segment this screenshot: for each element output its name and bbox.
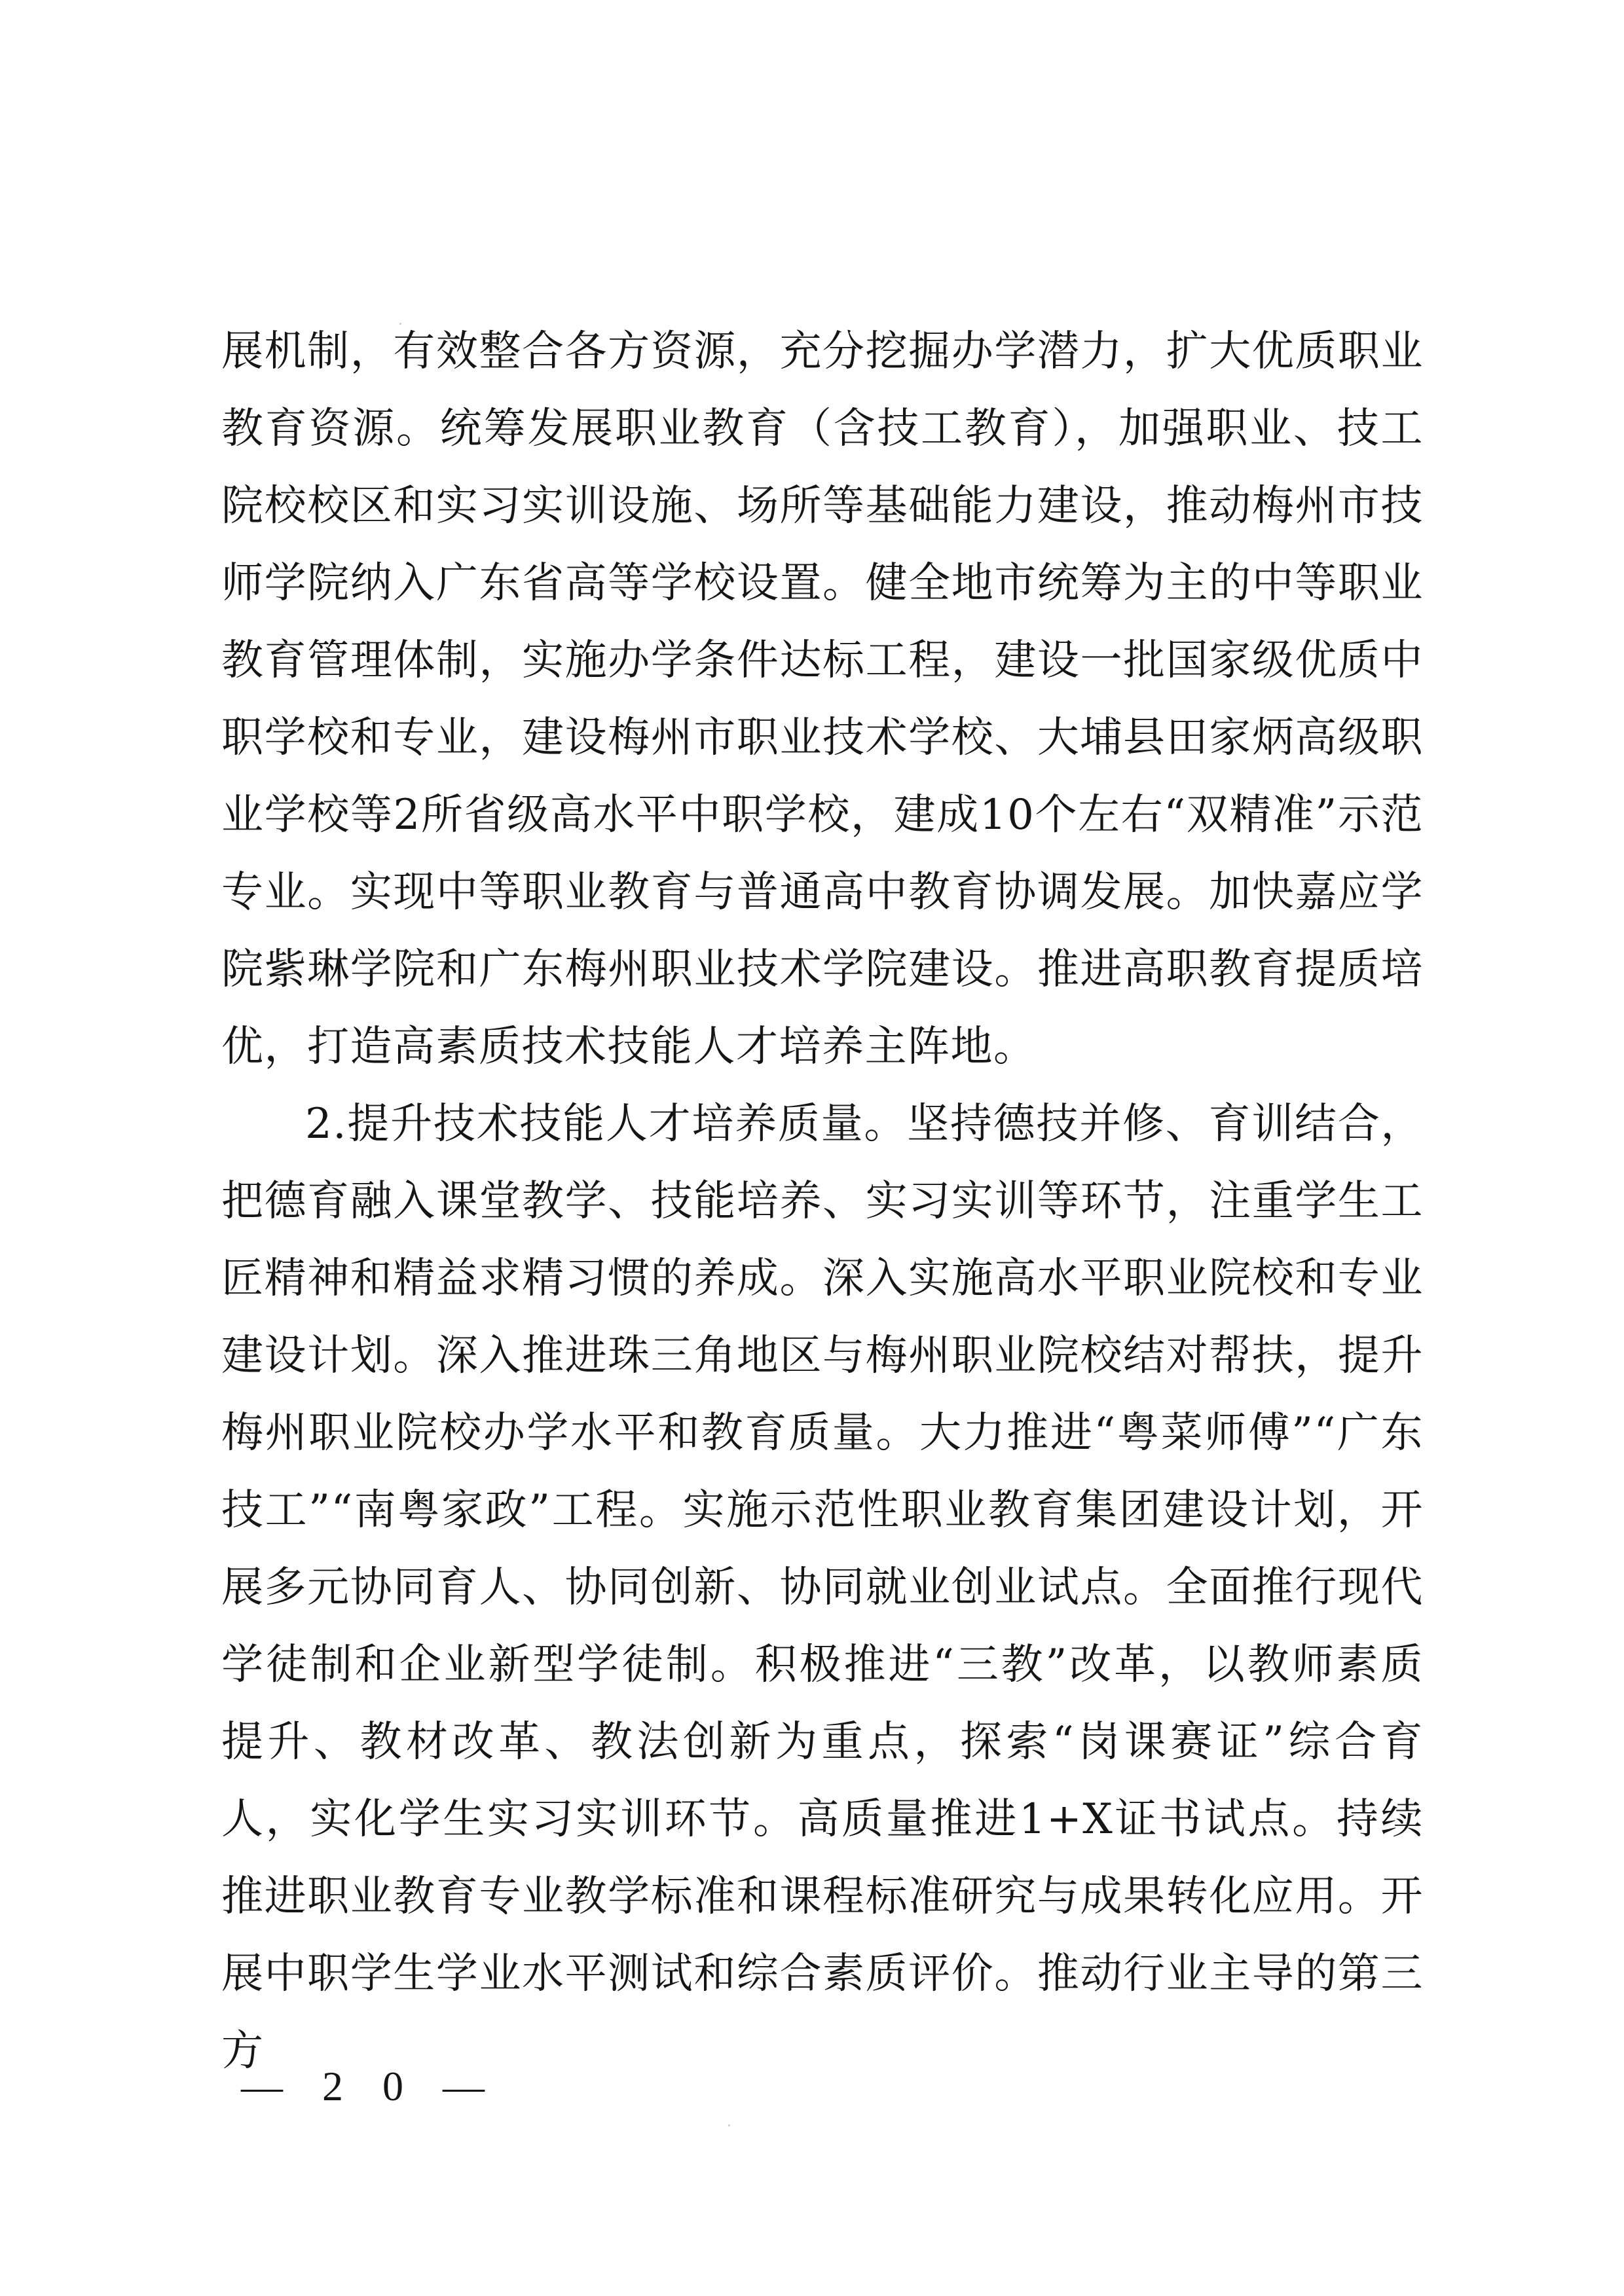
- body-text: [221, 313, 1424, 2090]
- paragraph-section-2: 2.提升技术技能人才培养质量。坚持德技并修、育训结合，把德育融入课堂教学、技能培养、实习实训等环节，注重学生工匠精神和精益求精习惯的养成。深入实施高水平职业院校和专业建设计划。深入推进珠三角地区与梅州职业院校结对帮扶，提升梅州职业院校办学水平和教育质量。大力推进“粤菜师傅”“广东技工”“南粤家政”工程。实施示范性职业教育集团建设计划，开展多元协同育人、协同创新、协同就业创业试点。全面推行现代学徒制和企业新型学徒制。积极推进“三教”改革，以教师素质提升、教材改革、教法创新为重点，探索“岗课赛证”综合育人，实化学生实习实训环节。高质量推进1+X证书试点。持续推进职业教育专业教学标准和课程标准研究与成果转化应用。开展中职学生学业水平测试和综合素质评价。推动行业主导的第三方: [221, 1100, 1424, 2075]
- scan-speck: [728, 2124, 730, 2126]
- paragraph-continuation: 展机制，有效整合各方资源，充分挖掘办学潜力，扩大优质职业教育资源。统筹发展职业教育（含技工教育），加强职业、技工院校校区和实习实训设施、场所等基础能力建设，推动梅州市技师学院纳入广东省高等学校设置。健全地市统筹为主的中等职业教育管理体制，实施办学条件达标工程，建设一批国家级优质中职学校和专业，建设梅州市职业技术学校、大埔县田家炳高级职业学校等2所省级高水平中职学校，建成10个左右“双精准”示范专业。实现中等职业教育与普通高中教育协调发展。加快嘉应学院紫琳学院和广东梅州职业技术学院建设。推进高职教育提质培优，打造高素质技术技能人才培养主阵地。: [221, 327, 1424, 1071]
- page-number: — 2 0 —: [241, 2063, 499, 2109]
- scan-speck: [399, 323, 401, 325]
